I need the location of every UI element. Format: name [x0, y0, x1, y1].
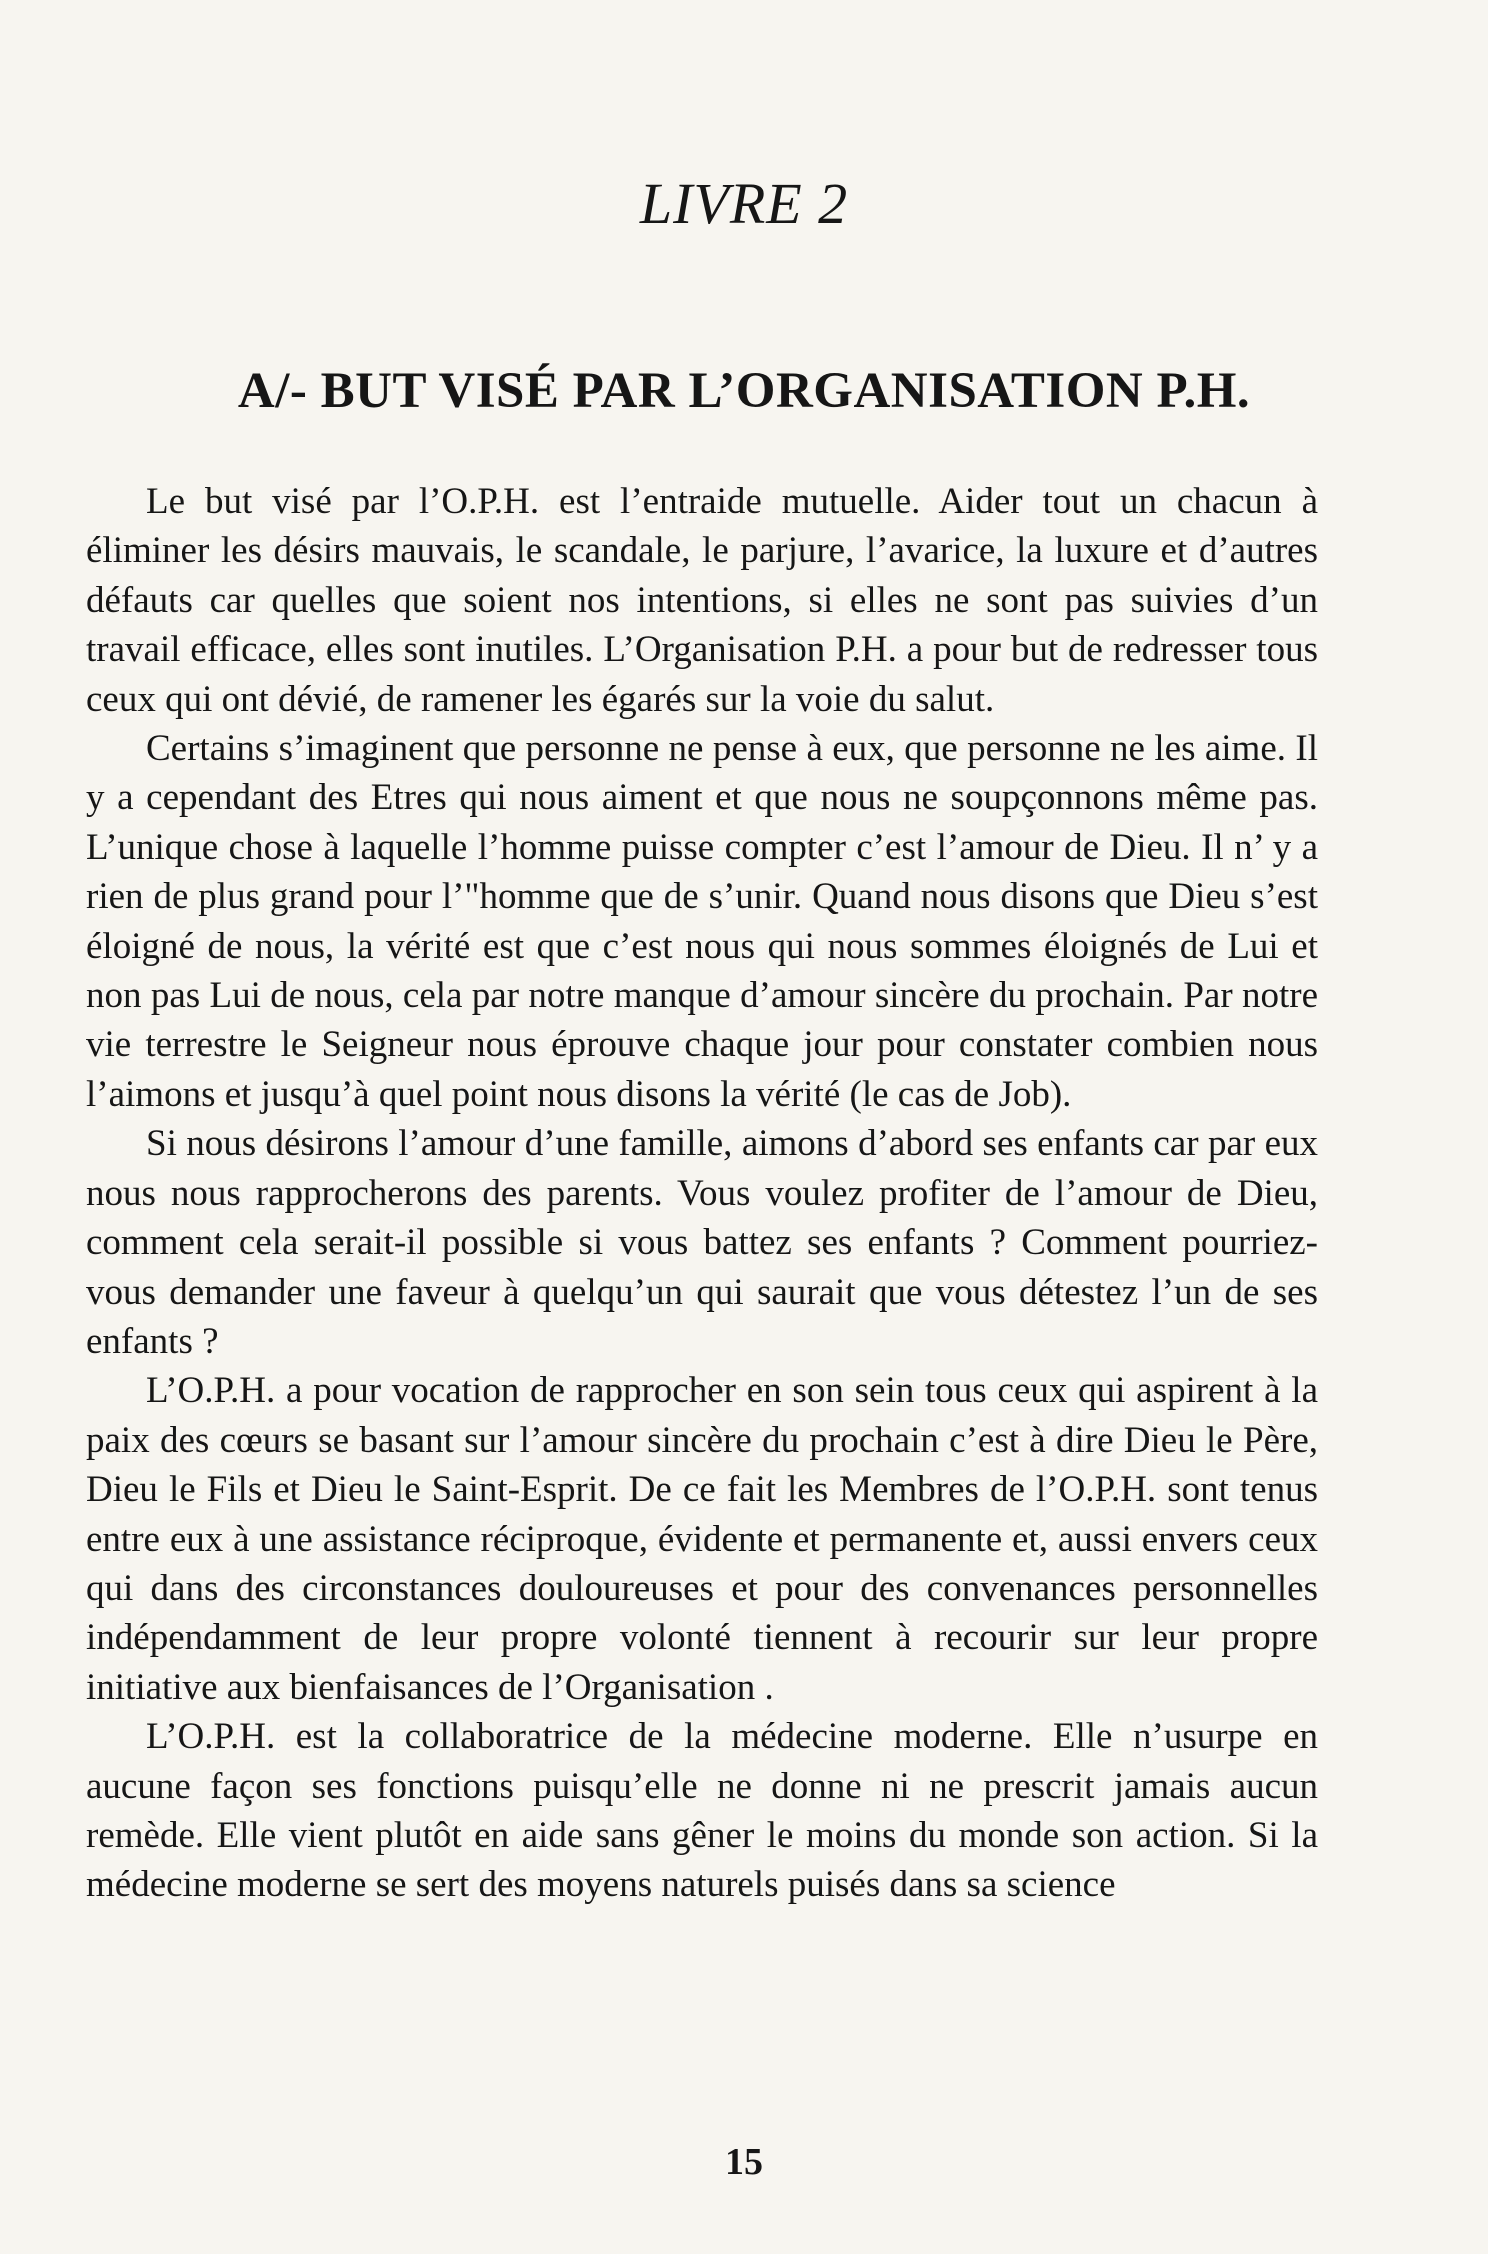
- paragraph: L’O.P.H. est la collaboratrice de la médecine moderne. Elle n’usurpe en aucune façon ses fonctions puisqu’elle ne donne ni ne prescrit jamais aucun remède. Elle vient plutôt en aide sans gêner le moins du monde son action. Si la médecine moderne se sert des moyens naturels puisés dans sa science: [86, 1716, 1318, 1906]
- page-number: 15: [725, 2141, 763, 2183]
- section-heading: A/- BUT VISÉ PAR L’ORGANISATION P.H.: [237, 363, 1251, 419]
- paragraph: L’O.P.H. a pour vocation de rapprocher en son sein tous ceux qui aspirent à la paix des cœurs se basant sur l’amour sincère du prochain c’est à dire Dieu le Père, Dieu le Fils et Dieu le Saint-Esprit. De ce fait les Membres de l’O.P.H. sont tenus entre eux à une assistance réciproque, évidente et permanente et, aussi envers ceux qui dans des circonstances douloureuses et pour des convenances personnelles indépendamment de leur propre volonté tiennent à recourir sur leur propre initiative aux bienfaisances de l’Organisation .: [86, 1370, 1318, 1708]
- paragraph: Si nous désirons l’amour d’une famille, aimons d’abord ses enfants car par eux nous nous rapprocherons des parents. Vous voulez profiter de l’amour de Dieu, comment cela serait-il possible si vous battez ses enfants ? Comment pourriez-vous demander une faveur à quelqu’un qui saurait que vous détestez l’un de ses enfants ?: [86, 1123, 1318, 1362]
- body-text: [86, 477, 1318, 1910]
- book-title: LIVRE 2: [639, 171, 849, 236]
- paragraph: Le but visé par l’O.P.H. est l’entraide mutuelle. Aider tout un chacun à éliminer les désirs mauvais, le scandale, le parjure, l’avarice, la luxure et d’autres défauts car quelles que soient nos intentions, si elles ne sont pas suivies d’un travail efficace, elles sont inutiles. L’Organisation P.H. a pour but de redresser tous ceux qui ont dévié, de ramener les égarés sur la voie du salut.: [86, 481, 1318, 720]
- paragraph: Certains s’imaginent que personne ne pense à eux, que personne ne les aime. Il y a cependant des Etres qui nous aiment et que nous ne soupçonnons même pas. L’unique chose à laquelle l’homme puisse compter c’est l’amour de Dieu. Il n’ y a rien de plus grand pour l’"homme que de s’unir. Quand nous disons que Dieu s’est éloigné de nous, la vérité est que c’est nous qui nous sommes éloignés de Lui et non pas Lui de nous, cela par notre manque d’amour sincère du prochain. Par notre vie terrestre le Seigneur nous éprouve chaque jour pour constater combien nous l’aimons et jusqu’à quel point nous disons la vérité (le cas de Job).: [86, 728, 1318, 1115]
